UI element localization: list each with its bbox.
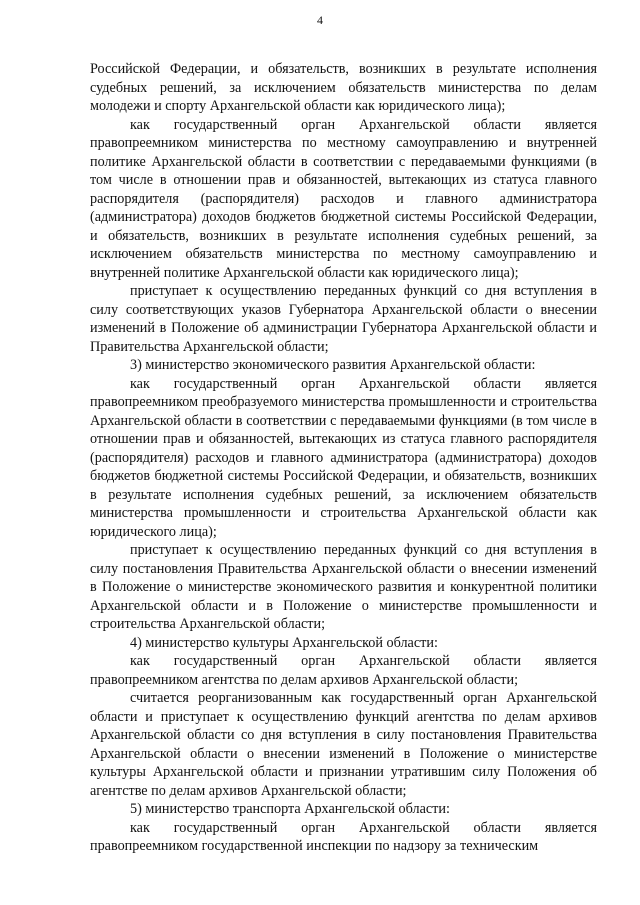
list-item-heading: 4) министерство культуры Архангельской области: — [130, 634, 438, 651]
list-item-heading: 3) министерство экономического развития Архангельской области: — [130, 357, 536, 373]
paragraph: как государственный орган Архангельской области является правопреемником преобразуемого министерства промышленности и строительства Архангельской области в соответствии с передаваемыми функциями (в том числе в отношении прав и обязанностей, вытекающих из статуса главного распорядителя (распорядителя) расходов и главного администратора (администратора) доходов бюджетов бюджетной системы Российской Федерации, и обязательств, возникших в результате исполнения судебных решений, за исключением обязательств министерства промышленности и строительства Архангельской области как юридического лица); — [90, 375, 597, 540]
paragraph-continuation: Российской Федерации, и обязательств, возникших в результате исполнения судебных решений, за исключением обязательств министерства по делам молодежи и спорту Архангельской области как юридического лица); — [90, 61, 597, 114]
paragraph: приступает к осуществлению переданных функций со дня вступления в силу соответствующих указов Губернатора Архангельской области о внесении изменений в Положение об администрации Губернатора Архангельской области и Правительства Архангельской области; — [90, 283, 597, 355]
paragraph: считается реорганизованным как государственный орган Архангельской области и приступает к осуществлению функций агентства по делам архивов Архангельской области со дня вступления в силу постановления Правительства Архангельской области о внесении изменений в Положение о министерстве культуры Архангельской области и признании утратившим силу Положения об агентстве по делам архивов Архангельской области; — [90, 690, 597, 799]
paragraph: как государственный орган Архангельской области является правопреемником государственной инспекции по надзору за техническим — [90, 819, 597, 854]
list-item-heading: 5) министерство транспорта Архангельской области: — [130, 801, 450, 817]
paragraph: приступает к осуществлению переданных функций со дня вступления в силу постановления Правительства Архангельской области о внесении изменений в Положение о министерстве экономического развития и конкурентной политики Архангельской области и в Положение о министерстве промышленности и строительства Архангельской области; — [90, 542, 597, 632]
paragraph: как государственный орган Архангельской области является правопреемником агентства по делам архивов Архангельской области; — [90, 653, 597, 688]
document-body — [90, 60, 597, 856]
page-number: 4 — [317, 13, 323, 27]
paragraph: как государственный орган Архангельской области является правопреемником министерства по местному самоуправлению и внутренней политике Архангельской области в соответствии с передаваемыми функциями (в том числе в отношении прав и обязанностей, вытекающих из статуса главного распорядителя (распорядителя) расходов и главного администратора (администратора) доходов бюджетов бюджетной системы Российской Федерации, и обязательств, возникших в результате исполнения судебных решений, за исключением обязательств министерства по местному самоуправлению и внутренней политике Архангельской области как юридического лица); — [90, 116, 597, 281]
